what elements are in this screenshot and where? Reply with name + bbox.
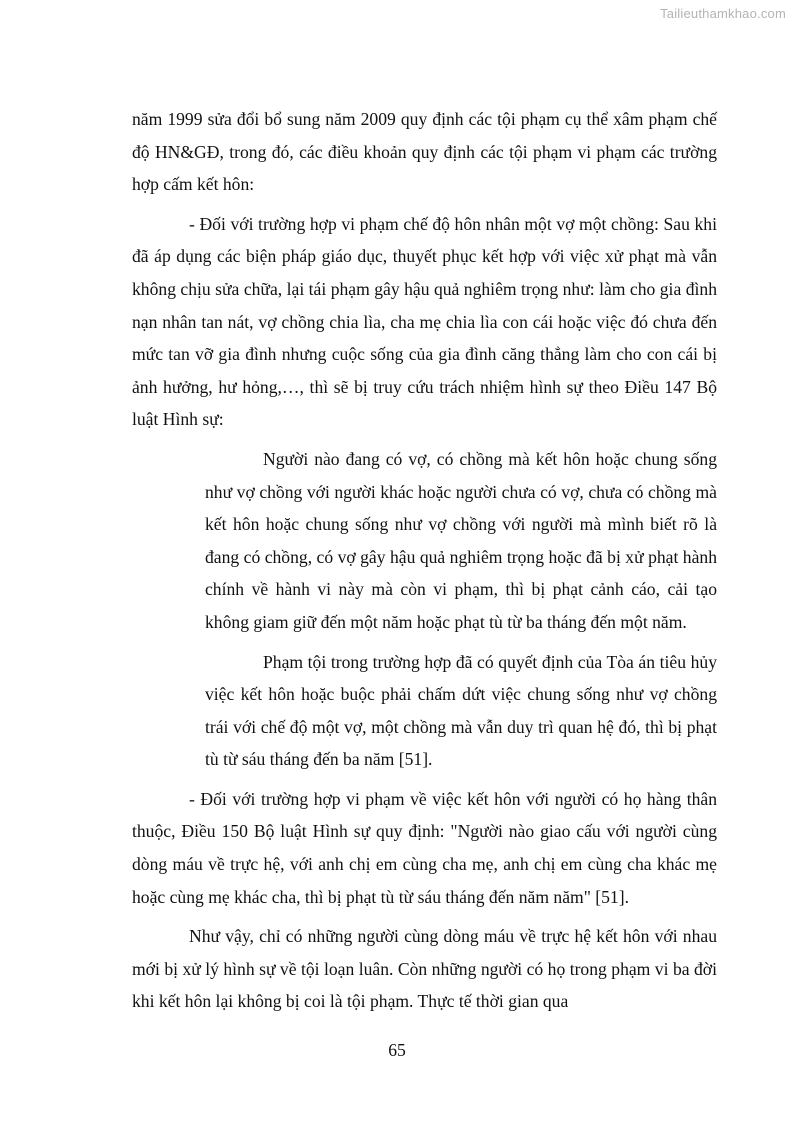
paragraph-monogamy-violation: - Đối với trường hợp vi phạm chế độ hôn nhân một vợ một chồng: Sau khi đã áp dụng các biện pháp giáo dục, thuyết phục kết hợp với việc xử phạt mà vẫn không chịu sửa chữa, lại tái phạm gây hậu quả nghiêm trọng như: làm cho gia đình nạn nhân tan nát, vợ chồng chia lìa, cha mẹ chia lìa con cái hoặc việc đó chưa đến mức tan vỡ gia đình nhưng cuộc sống của gia đình căng thẳng làm cho con cái bị ảnh hưởng, hư hỏng,…, thì sẽ bị truy cứu trách nhiệm hình sự theo Điều 147 Bộ luật Hình sự: — [132, 213, 717, 430]
quote-article-147-clause-2: Phạm tội trong trường hợp đã có quyết định của Tòa án tiêu hủy việc kết hôn hoặc buộc phải chấm dứt việc chung sống như vợ chồng trái với chế độ một vợ, một chồng mà vẫn duy trì quan hệ đó, thì bị phạt tù từ sáu tháng đến ba năm [51]. — [205, 651, 717, 770]
paragraph-conclusion: Như vậy, chỉ có những người cùng dòng máu về trực hệ kết hôn với nhau mới bị xử lý hình sự về tội loạn luân. Còn những người có họ trong phạm vi ba đời khi kết hôn lại không bị coi là tội phạm. Thực tế thời gian qua — [132, 926, 717, 1012]
paragraph-intro: năm 1999 sửa đổi bổ sung năm 2009 quy định các tội phạm cụ thể xâm phạm chế độ HN&GĐ, trong đó, các điều khoản quy định các tội phạm vi phạm các trường hợp cấm kết hôn: — [132, 109, 717, 195]
quote-article-147-clause-1: Người nào đang có vợ, có chồng mà kết hôn hoặc chung sống như vợ chồng với người khác hoặc người chưa có vợ, chưa có chồng mà kết hôn hoặc chung sống như vợ chồng với người mà mình biết rõ là đang có chồng, có vợ gây hậu quả nghiêm trọng hoặc đã bị xử phạt hành chính về hành vi này mà còn vi phạm, thì bị phạt cảnh cáo, cải tạo không giam giữ đến một năm hoặc phạt tù từ ba tháng đến một năm. — [205, 448, 717, 632]
document-body — [132, 103, 717, 1025]
page-number: 65 — [388, 1040, 406, 1060]
watermark: Tailieuthamkhao.com — [660, 6, 786, 21]
paragraph-kinship-violation: - Đối với trường hợp vi phạm về việc kết hôn với người có họ hàng thân thuộc, Điều 150 Bộ luật Hình sự quy định: "Người nào giao cấu với người cùng dòng máu về trực hệ, với anh chị em cùng cha mẹ, anh chị em cùng cha khác mẹ hoặc cùng mẹ khác cha, thì bị phạt tù từ sáu tháng đến năm năm" [51]. — [132, 788, 717, 907]
